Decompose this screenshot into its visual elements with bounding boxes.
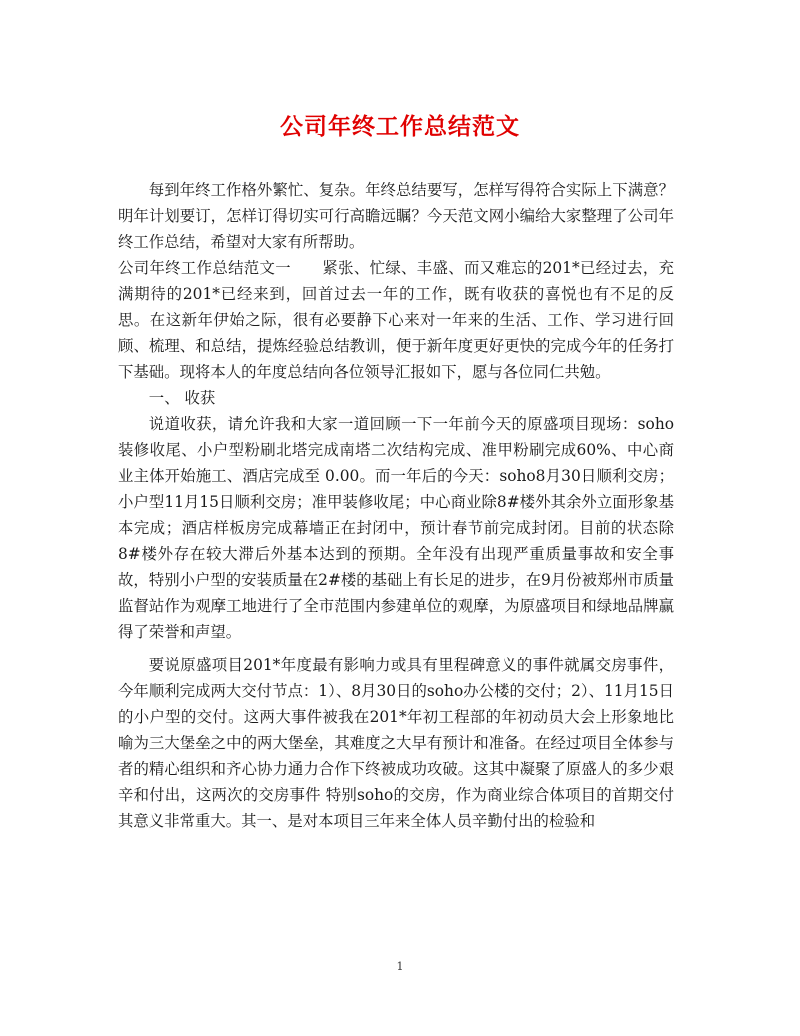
document-title: 公司年终工作总结范文: [280, 114, 520, 140]
section-heading-harvest: 一、 收获: [148, 389, 216, 407]
document-body: [118, 177, 674, 834]
section-one-paragraph: 公司年终工作总结范文一 紧张、忙绿、丰盛、而又难忘的201*已经过去，充满期待的201*已经来到，回首过去一年的工作，既有收获的喜悦也有不足的反思。在这新年伊始之际，很有必要静下心来对一年来的生活、工作、学习进行回顾、梳理、和总结，提炼经验总结教训，便于新年度更好更快的完成今年的任务打下基础。现将本人的年度总结向各位领导汇报如下，愿与各位同仁共勉。: [118, 259, 674, 381]
harvest-paragraph: 说道收获，请允许我和大家一道回顾一下一年前今天的原盛项目现场：soho装修收尾、小户型粉刷北塔完成南塔二次结构完成、准甲粉刷完成60%、中心商业主体开始施工、酒店完成至 0.00。而一年后的今天：soho8月30日顺利交房；小户型11月15日顺利交房；准甲装修收尾；中心商业除8#楼外其余外立面形象基本完成；酒店样板房完成幕墙正在封闭中，预计春节前完成封闭。目前的状态除8#楼外存在较大滞后外基本达到的预期。全年没有出现严重质量事故和安全事故，特别小户型的安装质量在2#楼的基础上有长足的进步，在9月份被郑州市质量监督站作为观摩工地进行了全市范围内参建单位的观摩，为原盛项目和绿地品牌赢得了荣誉和声望。: [118, 415, 674, 641]
page-number: 1: [396, 960, 404, 973]
intro-paragraph: 每到年终工作格外繁忙、复杂。年终总结要写，怎样写得符合实际上下满意？明年计划要订，怎样订得切实可行高瞻远瞩？今天范文网小编给大家整理了公司年终工作总结，希望对大家有所帮助。: [118, 181, 674, 251]
handover-paragraph: 要说原盛项目201*年度最有影响力或具有里程碑意义的事件就属交房事件，今年顺利完成两大交付节点：1）、8月30日的soho办公楼的交付；2）、11月15日的小户型的交付。这两大事件被我在201*年初工程部的年初动员大会上形象地比喻为三大堡垒之中的两大堡垒，其难度之大早有预计和准备。在经过项目全体参与者的精心组织和齐心协力通力合作下终被成功攻破。这其中凝聚了原盛人的多少艰辛和付出，这两次的交房事件 特别soho的交房，作为商业综合体项目的首期交付其意义非常重大。其一、是对本项目三年来全体人员辛勤付出的检验和: [118, 656, 674, 830]
